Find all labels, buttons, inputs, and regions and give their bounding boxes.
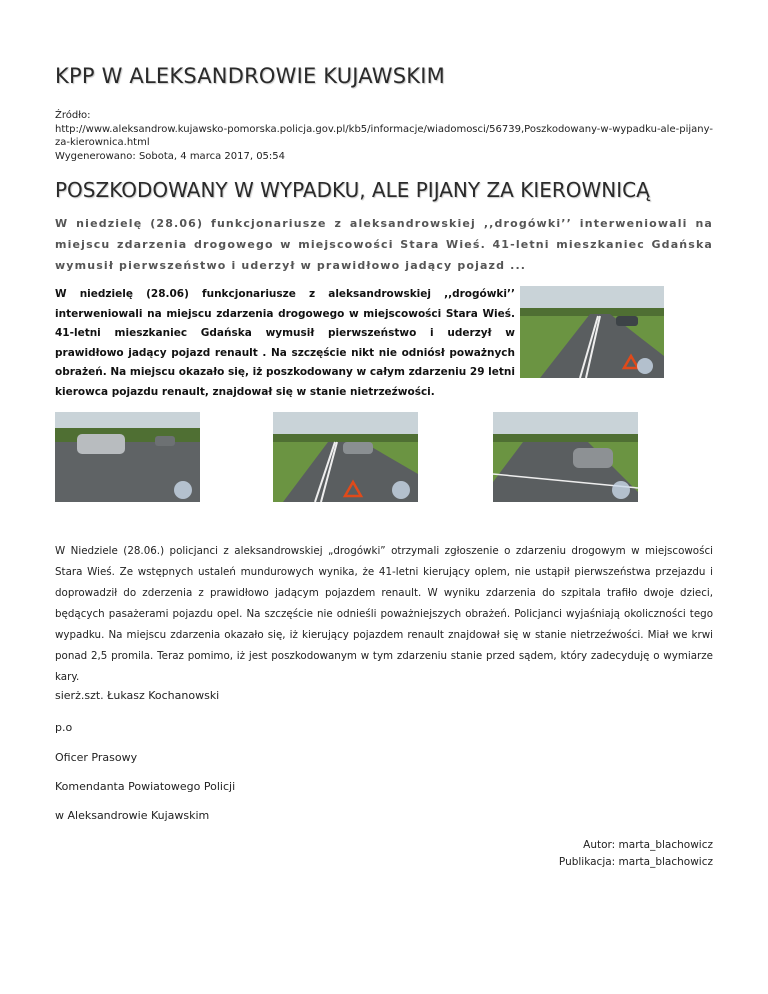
article-intro: W niedzielę (28.06) funkcjonariusze z aleksandrowskiej ,,drogówki’’ interweniowali na miejscu zdarzenia drogowego w miejscowości Stara Wieś. 41-letni mieszkaniec Gdańska wymusił pierwszeństwo i uderzył w prawidłowo jadący pojazd renault . Na szczęście nikt nie odniósł poważnych obrażeń. Na miejscu okazało się, iż poszkodowany w całym zdarzeniu 29 letni kierowca pojazdu renault, znajdował się w stanie nietrzeźwości.: [55, 288, 515, 398]
gallery-photo-3[interactable]: [493, 412, 638, 502]
gallery-photo-2[interactable]: [273, 412, 418, 502]
article-body: W Niedziele (28.06.) policjanci z aleksandrowskiej „drogówki” otrzymali zgłoszenie o zdarzeniu drogowym w miejscowości Stara Wieś. Ze wstępnych ustaleń mundurowych wynika, że 41-letni kierujący oplem, nie ustąpił pierwszeństwa przejazdu i doprowadził do zderzenia z prawidłowo jadącym pojazdem renault. W wyniku zdarzenia do szpitala trafiło dwoje dzieci, będących pasażerami pojazdu opel. Na szczęście nie odnieśli poważniejszych obrażeń. Policjanci wyjaśniają okoliczności tego wypadku. Na miejscu zdarzenia okazało się, iż kierujący pojazdem renault znajdował się w stanie nietrzeźwości. Miał we krwi ponad 2,5 promila. Teraz pomimo, iż jest poszkodowanym w tym zdarzeniu stanie przed sądem, który zadecyduję o wymiarze kary.: [55, 545, 713, 683]
credit-publication: Publikacja: marta_blachowicz: [558, 856, 713, 868]
article-title: POSZKODOWANY W WYPADKU, ALE PIJANY ZA KIEROWNICĄ: [55, 178, 650, 202]
main-photo[interactable]: [520, 286, 664, 378]
signature-unit: Komendanta Powiatowego Policji: [55, 780, 236, 793]
generated-date: Wygenerowano: Sobota, 4 marca 2017, 05:54: [55, 150, 286, 162]
source-url-link[interactable]: http://www.aleksandrow.kujawsko-pomorska.policja.gov.pl/kb5/informacje/wiadomosci/56739,Poszkodowany-w-wypadku-ale-pijany-za-kierownica.html: [55, 123, 713, 148]
signature-role-prefix: p.o: [55, 721, 73, 734]
meta-block: [55, 109, 715, 163]
source-label: Źródło:: [55, 110, 91, 121]
signature-location: w Aleksandrowie Kujawskim: [55, 809, 210, 822]
credit-author: Autor: marta_blachowicz: [583, 839, 713, 851]
site-title: KPP W ALEKSANDROWIE KUJAWSKIM: [55, 64, 445, 88]
credits: [559, 837, 713, 871]
signature-role: Oficer Prasowy: [55, 751, 138, 764]
signature-name: sierż.szt. Łukasz Kochanowski: [55, 689, 220, 702]
gallery-photo-1[interactable]: [55, 412, 200, 502]
article-lead: W niedzielę (28.06) funkcjonariusze z aleksandrowskiej ,,drogówki’’ interweniowali na miejscu zdarzenia drogowego w miejscowości Stara Wieś. 41-letni mieszkaniec Gdańska wymusił pierwszeństwo i uderzył w prawidłowo jadący pojazd ...: [55, 217, 713, 272]
